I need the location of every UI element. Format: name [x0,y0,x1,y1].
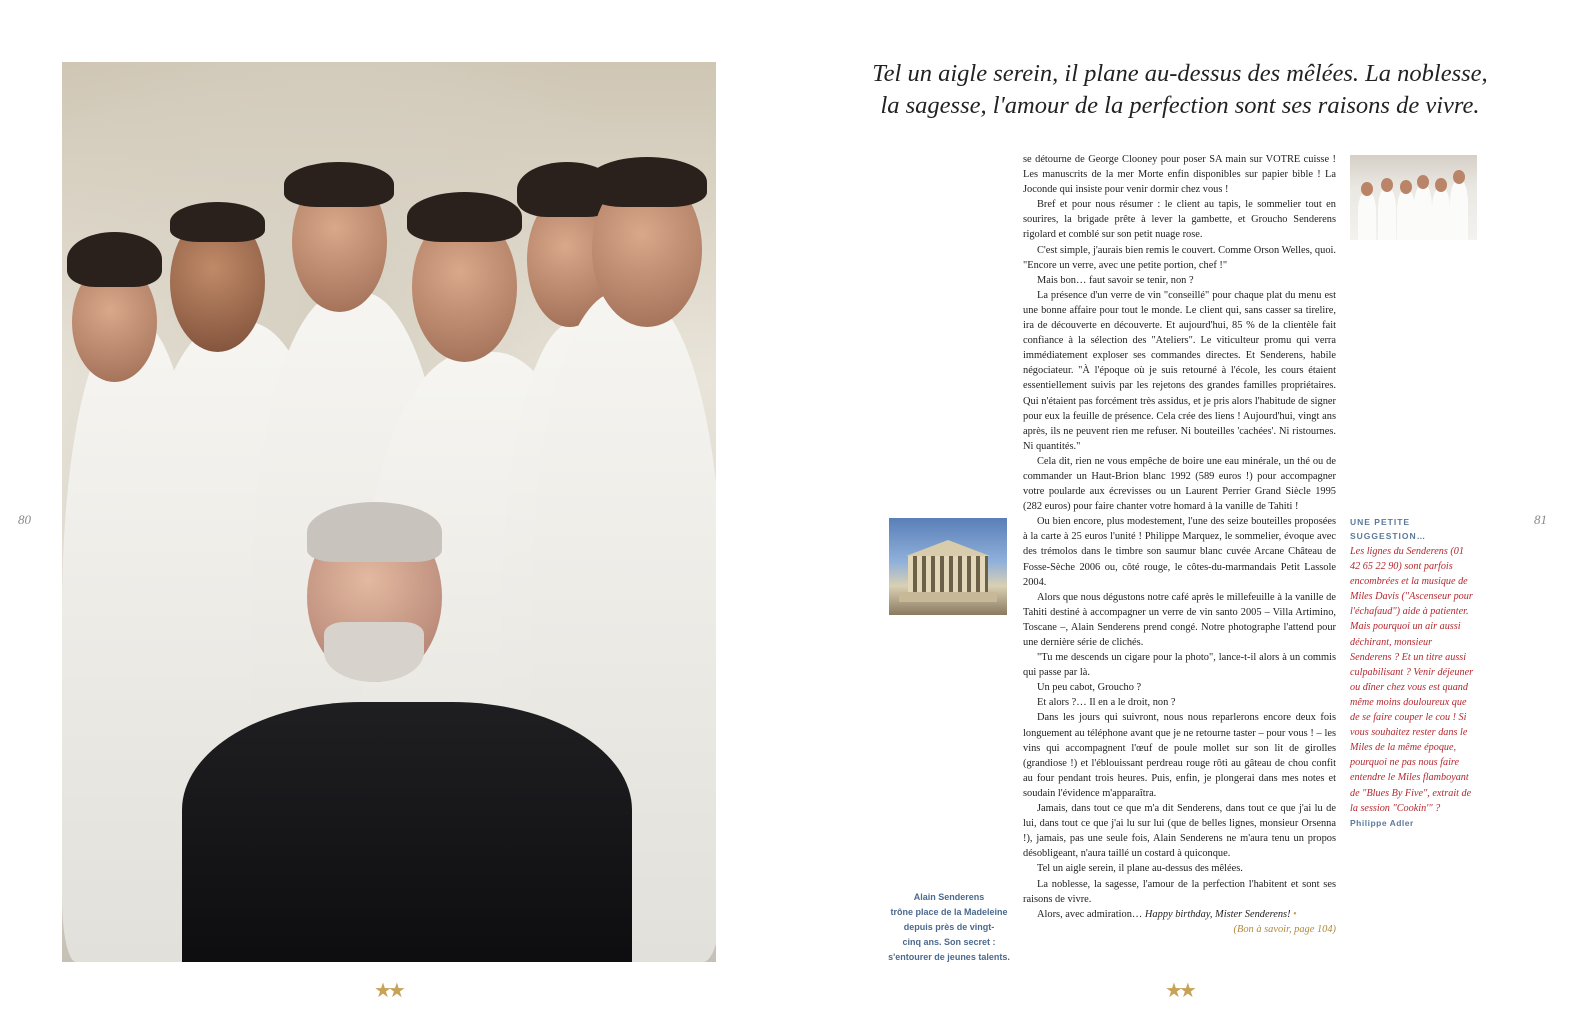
cross-reference: (Bon à savoir, page 104) [1233,923,1336,935]
caption-line: cinq ans. Son secret : [902,937,996,947]
sidebar-author: Philippe Adler [1350,817,1414,828]
article-paragraph: C'est simple, j'aurais bien remis le couvert. Comme Orson Welles, quoi. "Encore un verre, avec une petite portion, chef !" [1023,244,1336,271]
article-body [1023,152,1336,937]
chef-hair [170,202,265,242]
article-paragraph: Dans les jours qui suivront, nous nous reparlerons encore deux fois longuement au téléphone avant que je ne retourne taster – pour vous ! – les vins qui accompagnent l'œuf de poule mollet sur son lit de girolles (grandiose !) et l'éblouissant perdreau rouge rôti au gâteau de chou confit au four pendant trois heures. Puis, enfin, je plongerai dans mes notes et soudain l'évidence m'apparaîtra. [1023,712,1336,799]
article-paragraph: Tel un aigle serein, il plane au-dessus des mêlées. [1037,863,1243,875]
closing-lead: Alors, avec admiration… [1037,908,1145,920]
caption-line: trône place de la Madeleine [890,907,1008,917]
article-paragraph: se détourne de George Clooney pour poser SA main sur VOTRE cuisse ! Les manuscrits de la mer Morte enfin disponibles sur papier bible ! La Joconde qui insiste pour venir dormir chez vous ! [1023,154,1336,196]
mini-chef [1358,192,1376,240]
article-paragraph: Ou bien encore, plus modestement, l'une des seize bouteilles proposées à la carte à 25 euros l'unité ! Philippe Marquez, le sommelier, évoque avec des trémolos dans le timbre son saumur blanc cuvée Arcane Château de Fosse-Sèche 2006 ou, côté rouge, le côtes-du-marmandais Petit Lassole 2004. [1023,516,1336,588]
article-paragraph: Alors que nous dégustons notre café après le millefeuille à la vanille de Tahiti destiné à accompagner un verre de vin santo 2005 – Villa Artimino, Toscane –, Alain Senderens prend congé. Notre photographe l'attend pour une dernière série de clichés. [1023,591,1336,648]
closing-italic: Happy birthday, Mister Senderens! [1144,908,1291,920]
article-paragraph: La présence d'un verre de vin "conseillé" pour chaque plat du menu est une bonne affaire pour tout le monde. Le client qui, sans casser sa tirelire, ira de découverte en découverte. Et aujourd'hui, 85 % de la clientèle fait confiance à la sélection des "Ateliers". Le viticulteur promu qui verra immédiatement exploser ses commandes directes. Et Senderens, habile négociateur. "À l'époque où je suis retourné à l'école, les cours étaient essentiellement suivis par les rejetons des grandes familles propriétaires. Qui n'étaient pas forcément très assidus, et je pris alors l'habitude de signer pour eux la feuille de présence. Cela crée des liens ! Aujourd'hui, vingt ans après, ils ne peuvent rien me refuser. Ni bouteilles 'cachées'. Ni ristournes. Ni quantités." [1023,289,1336,452]
senderens-hair [307,502,442,562]
church-columns [908,556,988,592]
article-paragraph: "Tu me descends un cigare pour la photo", lance-t-il alors à un commis qui passe par là. [1023,652,1336,679]
mini-chef [1378,188,1396,240]
article-paragraph: Bref et pour nous résumer : le client au tapis, le sommelier tout en sourires, la brigade prête à lever la gambette, et Groucho Senderens rigolard et comblé sur son petit nuage rose. [1023,199,1336,241]
article-paragraph: Cela dit, rien ne vous empêche de boire une eau minérale, un thé ou de commander un Haut-Brion blanc 1992 (589 euros !) pour accompagner votre poularde aux écrevisses ou un Laurent Perrier Grand Siècle 1995 (282 euros) pour faire chanter votre homard à la vanille de Tahiti ! [1023,455,1336,513]
caption-line: depuis près de vingt- [903,922,995,932]
madeleine-church-photo [889,518,1007,615]
chef-hair [284,162,394,207]
caption-line: s'entourer de jeunes talents. [888,952,1010,962]
mini-chef [1397,190,1415,240]
article-paragraph: Jamais, dans tout ce que m'a dit Senderens, dans tout ce que j'ai lu de lui, dans tout ce que j'ai lu sur lui (que de belles lignes, monsieur Orsenna !), jamais, pas une seule fois, Alain Senderens ne m'aura tenu un propos désobligeant, n'aura taillé un costard à quiconque. [1023,803,1336,860]
mini-chef [1414,185,1432,240]
right-page-number: 81 [1534,512,1547,527]
team-thumbnail-photo [1350,155,1477,240]
mini-chef [1432,188,1450,240]
article-paragraph: La noblesse, la sagesse, l'amour de la perfection l'habitent et sont ses raisons de vivre. [1023,878,1336,905]
caption-line: Alain Senderens [913,892,985,902]
church-pediment [906,540,990,556]
chef-hair [587,157,707,207]
senderens-suit [182,702,632,962]
church-steps [899,592,997,602]
pull-quote-headline [840,58,1520,122]
sidebar-text: Les lignes du Senderens (01 42 65 22 90) sont parfois encombrées et la musique de Miles Davis ("Ascenseur pour l'échafaud") aide à patienter. Mais pourquoi un air aussi déchirant, monsieur Senderens ? Et un titre aussi culpabilisant ? Venir déjeuner ou dîner chez vous est quand même moins douloureux que de se faire couper le cou ! Si vous souhaitez rester dans le Miles de la même époque, pourquoi ne pas nous faire entendre le Miles flamboyant de "Blues By Five", extrait de la session "Cookin'" ? [1350,546,1474,814]
headline-line: la sagesse, l'amour de la perfection sont ses raisons de vivre. [880,92,1480,119]
article-paragraph: Mais bon… faut savoir se tenir, non ? [1037,274,1194,286]
chef-hair [67,232,162,287]
star-ornament-icon: ★★ [374,978,402,1002]
suggestion-sidebar [1350,515,1476,828]
chefs-team-photo [62,62,716,962]
article-paragraph: Un peu cabot, Groucho ? [1037,682,1142,694]
star-ornament-icon: ★★ [1165,978,1193,1002]
senderens-beard [324,622,424,682]
end-bullet-icon: • [1290,908,1297,920]
article-closing [1023,907,1336,922]
headline-line: Tel un aigle serein, il plane au-dessus des mêlées. La noblesse, [872,60,1488,87]
sidebar-title: UNE PETITE SUGGESTION… [1350,517,1427,541]
photo-caption [888,890,1010,965]
chef-hair [407,192,522,242]
article-paragraph: Et alors ?… Il en a le droit, non ? [1037,697,1176,709]
left-page-number: 80 [18,512,31,527]
mini-chef [1450,180,1468,240]
